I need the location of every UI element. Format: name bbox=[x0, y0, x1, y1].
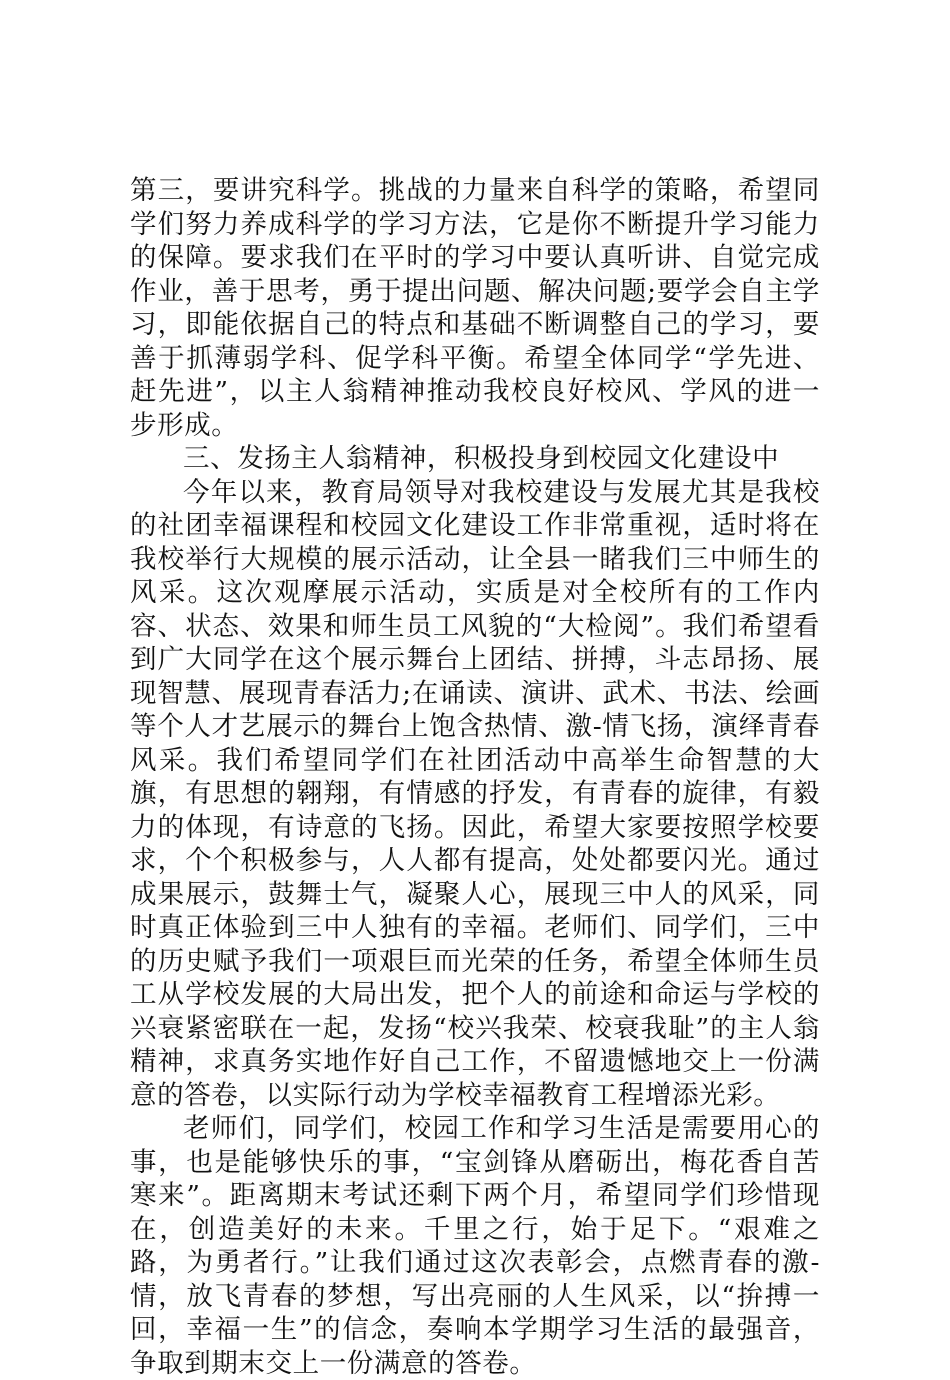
paragraph-campus-culture: 今年以来，教育局领导对我校建设与发展尤其是我校的社团幸福课程和校园文化建设工作非常重视，适时将在我校举行大规模的展示活动，让全县一睹我们三中师生的风采。这次观摩展示活动，实质是对全校所有的工作内容、状态、效果和师生员工风貌的“大检阅”。我们希望看到广大同学在这个展示舞台上团结、拼搏，斗志昂扬、展现智慧、展现青春活力;在诵读、演讲、武术、书法、绘画等个人才艺展示的舞台上饱含热情、激-情飞扬，演绎青春风采。我们希望同学们在社团活动中高举生命智慧的大旗，有思想的翱翔，有情感的抒发，有青春的旋律，有毅力的体现，有诗意的飞扬。因此，希望大家要按照学校要求，个个积极参与，人人都有提高，处处都要闪光。通过成果展示，鼓舞士气，凝聚人心，展现三中人的风采，同时真正体验到三中人独有的幸福。老师们、同学们，三中的历史赋予我们一项艰巨而光荣的任务，希望全体师生员工从学校发展的大局出发，把个人的前途和命运与学校的兴衰紧密联在一起，发扬“校兴我荣、校衰我耻”的主人翁精神，求真务实地作好自己工作，不留遗憾地交上一份满意的答卷，以实际行动为学校幸福教育工程增添光彩。 bbox=[130, 476, 820, 1111]
paragraph-study-science: 第三，要讲究科学。挑战的力量来自科学的策略，希望同学们努力养成科学的学习方法，它是你不断提升学习能力的保障。要求我们在平时的学习中要认真听讲、自觉完成作业，善于思考，勇于提出问题、解决问题;要学会自主学习，即能依据自己的特点和基础不断调整自己的学习，要善于抓薄弱学科、促学科平衡。希望全体同学“学先进、赶先进”，以主人翁精神推动我校良好校风、学风的进一步形成。 bbox=[130, 175, 820, 441]
paragraph-closing: 老师们，同学们，校园工作和学习生活是需要用心的事，也是能够快乐的事，“宝剑锋从磨砺出，梅花香自苦寒来”。距离期末考试还剩下两个月，希望同学们珍惜现在，创造美好的未来。千里之行，始于足下。“艰难之路，为勇者行。”让我们通过这次表彰会，点燃青春的激-情，放飞青春的梦想，写出亮丽的人生风采，以“拚搏一回，幸福一生”的信念，奏响本学期学习生活的最强音，争取到期末交上一份满意的答卷。 bbox=[130, 1113, 820, 1379]
section-heading: 三、发扬主人翁精神，积极投身到校园文化建设中 bbox=[183, 443, 780, 474]
document-body bbox=[130, 174, 820, 1380]
